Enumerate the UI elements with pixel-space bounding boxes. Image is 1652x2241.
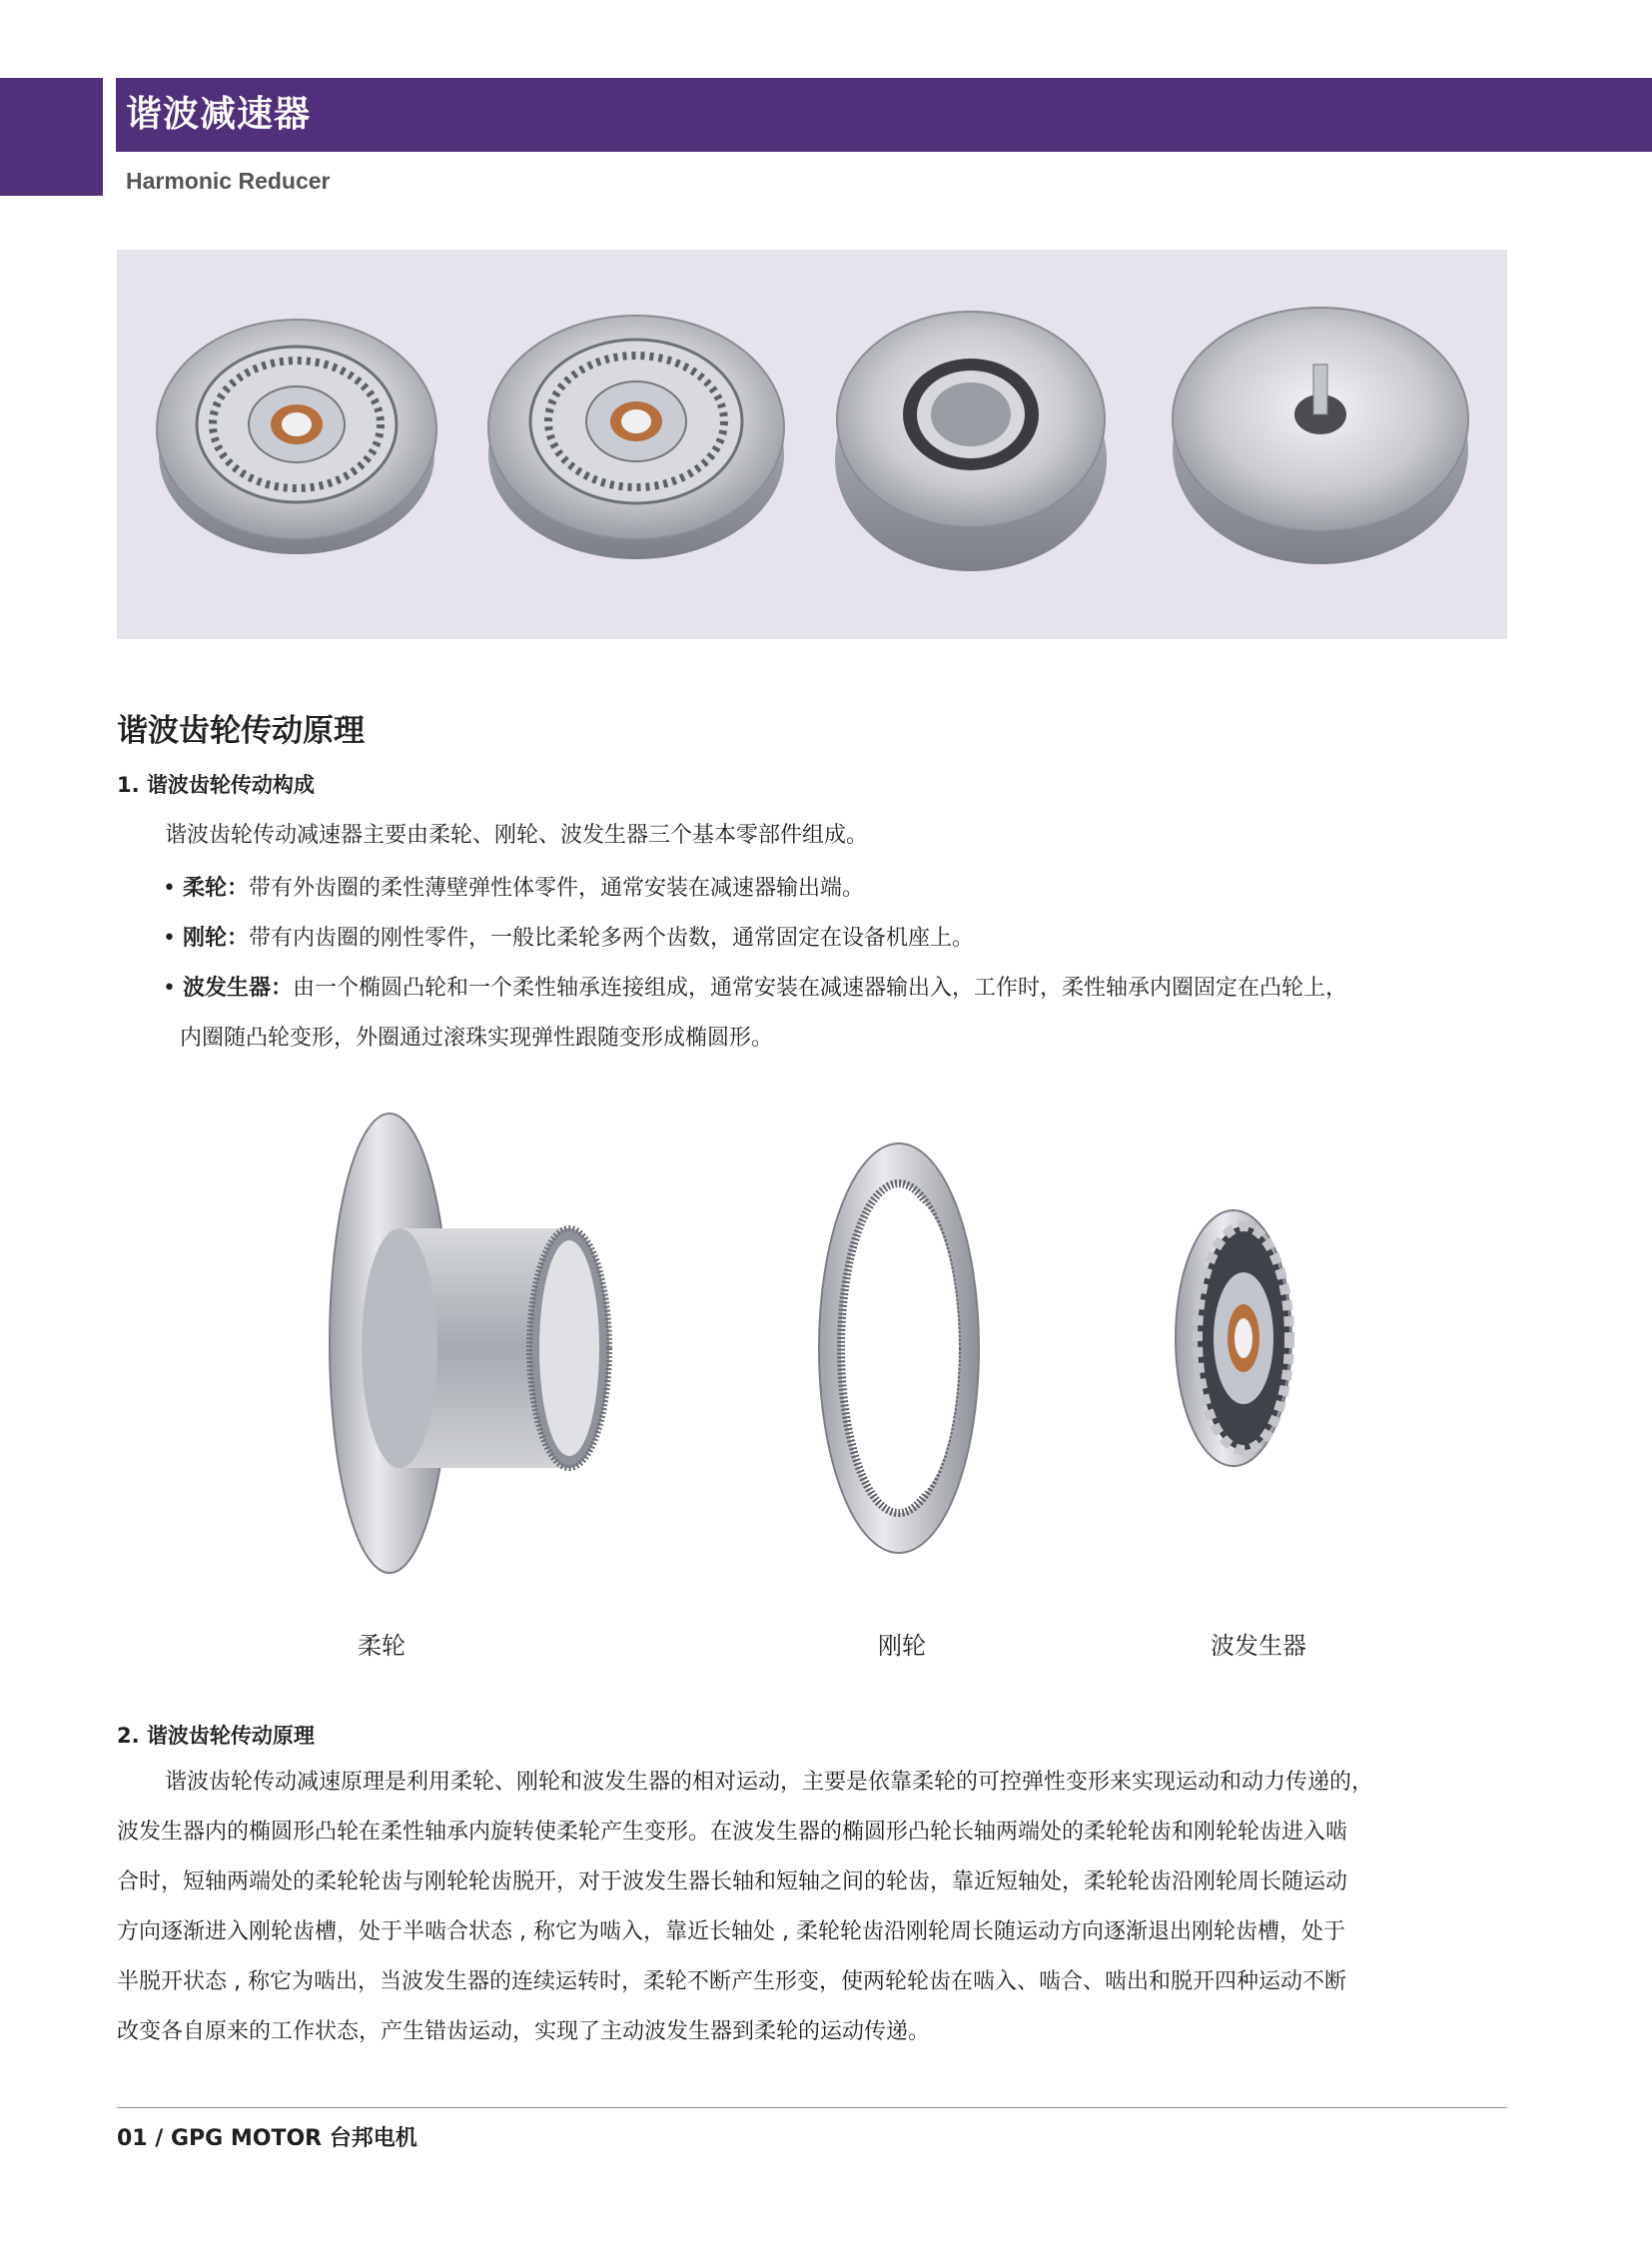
part2-line-5: 半脱开状态 , 称它为啮出，当波发生器的连续运转时，柔轮不断产生形变，使两轮轮齿在啮入、啮合、啮出和脱开四种运动不断 [117,1969,1346,1994]
footer-page-info: 01 / GPG MOTOR 台邦电机 [117,2126,417,2151]
bullet-dot: • [163,976,183,1001]
part1-intro: 谐波齿轮传动减速器主要由柔轮、刚轮、波发生器三个基本零部件组成。 [165,823,869,848]
component-photos [300,1109,1398,1628]
part2-line-6: 改变各自原来的工作状态，产生错齿运动，实现了主动波发生器到柔轮的运动传递。 [117,2019,931,2044]
bullet-dot: • [163,876,183,901]
harmonic-reducer-photo-3-icon [835,312,1107,571]
part2-heading: 2. 谐波齿轮传动原理 [117,1724,315,1748]
part2-line-2: 波发生器内的椭圆形凸轮在柔性轴承内旋转使柔轮产生变形。在波发生器的椭圆形凸轮长轴两端处的柔轮轮齿和刚轮轮齿进入啮 [117,1820,1348,1845]
page-subtitle: Harmonic Reducer [126,168,331,194]
page-title: 谐波减速器 [126,94,312,135]
header-title-bar [116,78,1652,152]
bullet-flexspline [163,871,864,902]
component-label-wave-generator: 波发生器 [1211,1632,1306,1660]
header-side-block [0,78,103,196]
bullet-text: 带有内齿圈的刚性零件，一般比柔轮多两个齿数，通常固定在设备机座上。 [249,926,975,951]
bullet-circular-spline [163,921,974,952]
section-heading: 谐波齿轮传动原理 [117,713,365,749]
harmonic-reducer-photo-2-icon [488,316,784,559]
bullet-term: 柔轮： [182,876,249,901]
bullet-term: 刚轮： [182,926,249,951]
harmonic-reducer-photo-4-icon [1173,308,1468,564]
bullet-text: 带有外齿圈的柔性薄壁弹性体零件，通常安装在减速器输出端。 [249,876,865,901]
product-photo-strip [117,250,1507,639]
bullet-wave-generator [163,971,1347,1002]
footer-divider [117,2107,1507,2108]
part1-heading: 1. 谐波齿轮传动构成 [117,773,315,797]
bullet-wave-generator-continuation: 内圈随凸轮变形，外圈通过滚珠实现弹性跟随变形成椭圆形。 [180,1026,774,1051]
wave-generator-photo-icon [1176,1210,1291,1466]
bullet-term: 波发生器： [182,976,293,1001]
bullet-dot: • [163,926,183,951]
flexspline-photo-icon [330,1114,609,1573]
part2-line-1: 谐波齿轮传动减速原理是利用柔轮、刚轮和波发生器的相对运动，主要是依靠柔轮的可控弹性变形来实现运动和动力传递的， [165,1770,1374,1795]
component-label-flexspline: 柔轮 [358,1632,406,1660]
bullet-text: 由一个椭圆凸轮和一个柔性轴承连接组成，通常安装在减速器输出入，工作时，柔性轴承内圈固定在凸轮上， [293,976,1348,1001]
part2-line-4: 方向逐渐进入刚轮齿槽，处于半啮合状态 , 称它为啮入，靠近长轴处 , 柔轮轮齿沿刚轮周长随运动方向逐渐退出刚轮齿槽，处于 [117,1919,1345,1944]
harmonic-reducer-photo-1-icon [157,320,436,554]
circular-spline-photo-icon [819,1143,979,1553]
component-label-circular-spline: 刚轮 [878,1632,926,1660]
part2-line-3: 合时，短轴两端处的柔轮轮齿与刚轮轮齿脱开，对于波发生器长轴和短轴之间的轮齿，靠近短轴处，柔轮轮齿沿刚轮周长随运动 [117,1869,1348,1894]
